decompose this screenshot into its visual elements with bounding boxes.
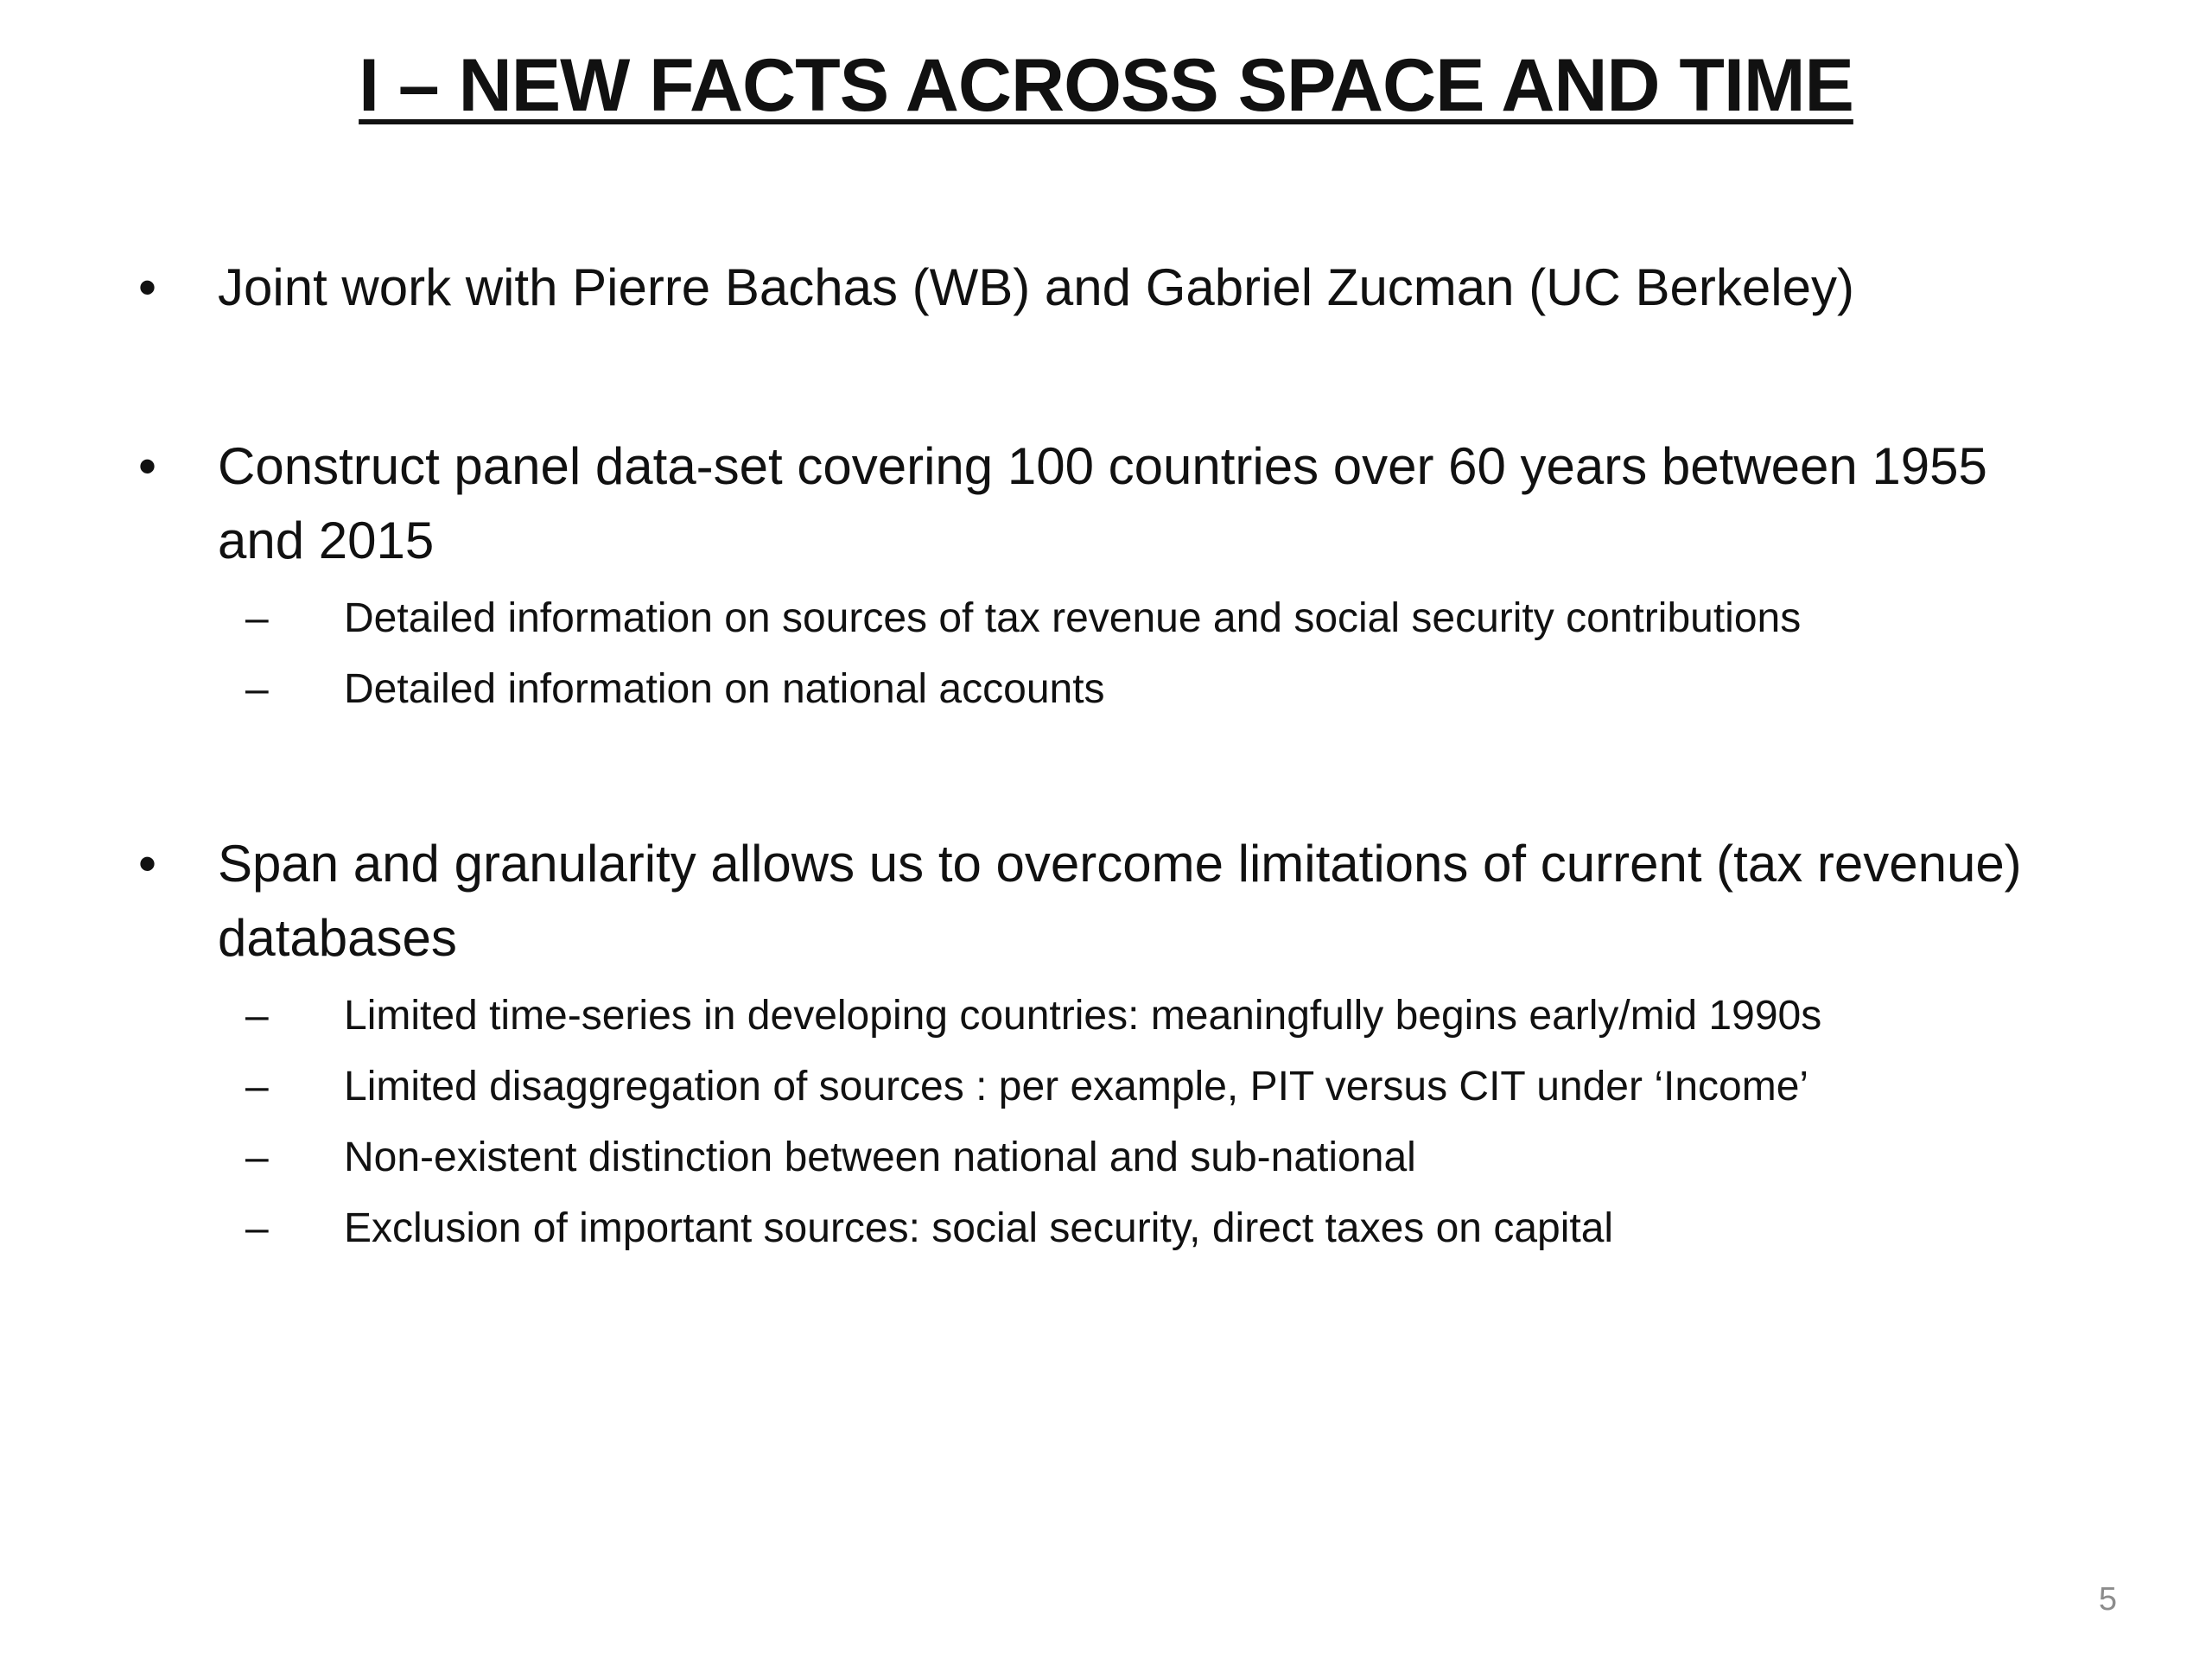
sub-list (245, 981, 2082, 1264)
sub-item-text: Detailed information on national accounts (344, 666, 1105, 712)
sub-item (245, 1193, 2082, 1264)
dash-icon: – (245, 666, 269, 712)
bullet-text: Joint work with Pierre Bachas (WB) and Gabriel Zucman (UC Berkeley) (218, 258, 1854, 316)
sub-item (245, 981, 2082, 1052)
bullet-dot-icon: • (138, 835, 157, 893)
sub-item (245, 1052, 2082, 1122)
bullet-item-3 (138, 827, 2082, 1264)
page-number: 5 (2098, 1581, 2117, 1618)
sub-item-text: Non-existent distinction between national and sub-national (344, 1135, 1416, 1180)
dash-icon: – (245, 595, 269, 641)
sub-item-text: Limited disaggregation of sources : per example, PIT versus CIT under ‘Income’ (344, 1064, 1809, 1109)
bullet-dot-icon: • (138, 437, 157, 495)
sub-item (245, 583, 2082, 654)
slide-title: I – NEW FACTS ACROSS SPACE AND TIME (359, 44, 1853, 127)
dash-icon: – (245, 1135, 269, 1180)
bullet-item-2 (138, 429, 2082, 725)
bullet-text: Span and granularity allows us to overcome limitations of current (tax revenue) databases (218, 835, 2022, 967)
sub-item-text: Detailed information on sources of tax revenue and social security contributions (344, 595, 1802, 641)
sub-item (245, 654, 2082, 725)
dash-icon: – (245, 1064, 269, 1109)
dash-icon: – (245, 1205, 269, 1251)
bullet-text: Construct panel data-set covering 100 countries over 60 years between 1955 and 2015 (218, 437, 1987, 569)
dash-icon: – (245, 993, 269, 1039)
sub-item-text: Limited time-series in developing countries: meaningfully begins early/mid 1990s (344, 993, 1822, 1039)
sub-item-text: Exclusion of important sources: social security, direct taxes on capital (344, 1205, 1614, 1251)
bullet-dot-icon: • (138, 258, 157, 316)
sub-list (245, 583, 2082, 725)
sub-item (245, 1122, 2082, 1193)
bullet-item-1 (138, 251, 2082, 325)
